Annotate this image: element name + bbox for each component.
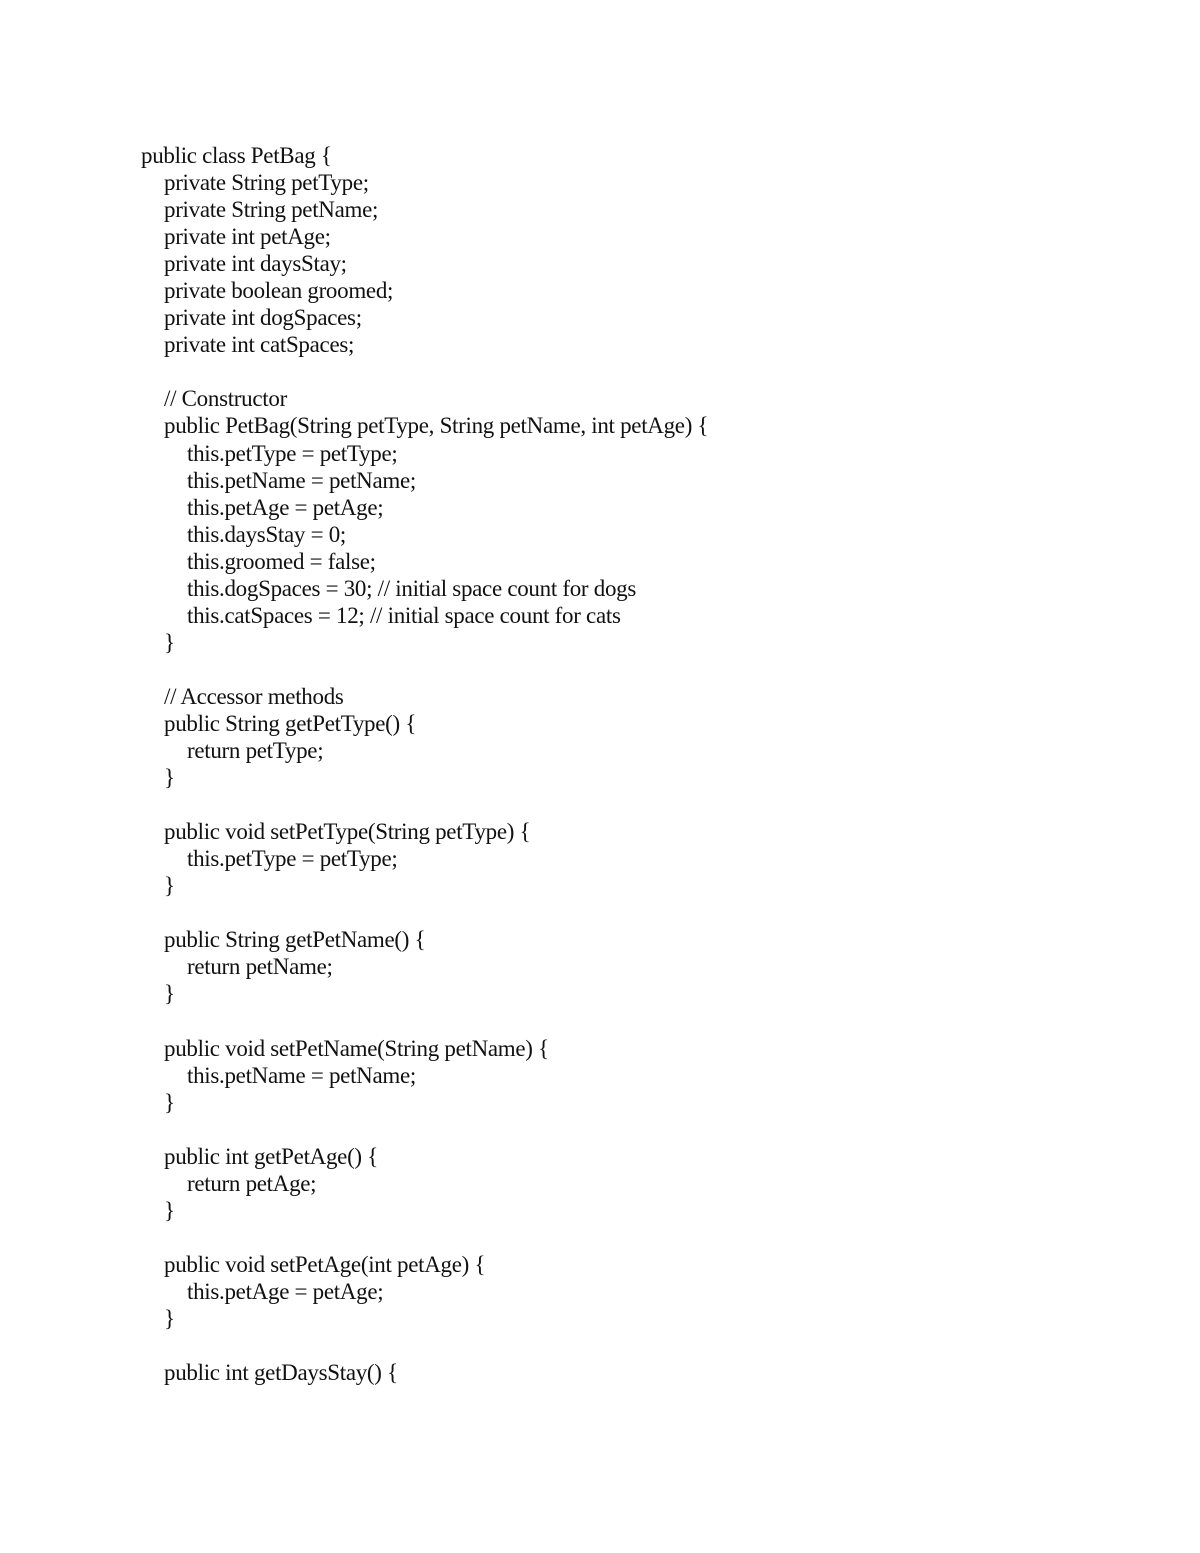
code-line: }: [164, 1306, 175, 1332]
code-line: public class PetBag {: [141, 143, 332, 168]
code-line: this.petAge = petAge;: [187, 494, 384, 520]
code-line: [141, 899, 1141, 926]
code-line: this.dogSpaces = 30; // initial space count for dogs: [187, 575, 636, 601]
code-line: public PetBag(String petType, String petName, int petAge) {: [164, 413, 709, 439]
code-line: }: [164, 873, 175, 899]
code-line: return petName;: [187, 954, 333, 980]
code-line: this.daysStay = 0;: [187, 521, 346, 547]
code-line: [141, 1224, 1141, 1251]
code-line: }: [164, 765, 175, 791]
code-line: public int getDaysStay() {: [164, 1360, 398, 1386]
code-line: private int daysStay;: [164, 251, 347, 277]
code-line: }: [164, 981, 175, 1007]
code-line: private String petType;: [164, 170, 369, 196]
code-line: public void setPetName(String petName) {: [164, 1035, 549, 1061]
code-line: // Accessor methods: [164, 683, 344, 709]
code-line: }: [164, 1197, 175, 1223]
code-line: [141, 656, 1141, 683]
code-line: public void setPetAge(int petAge) {: [164, 1251, 486, 1277]
code-line: this.petName = petName;: [187, 1062, 416, 1088]
code-line: [141, 358, 1141, 385]
code-line: this.petName = petName;: [187, 467, 416, 493]
code-line: [141, 1008, 1141, 1035]
code-line: }: [164, 629, 175, 655]
code-line: // Constructor: [164, 386, 287, 412]
code-line: this.groomed = false;: [187, 548, 376, 574]
code-line: return petAge;: [187, 1170, 317, 1196]
code-line: public String getPetName() {: [164, 927, 426, 953]
code-listing: [141, 142, 1141, 1386]
code-line: }: [164, 1089, 175, 1115]
code-line: private String petName;: [164, 197, 379, 223]
code-line: private int catSpaces;: [164, 332, 355, 358]
code-line: this.petType = petType;: [187, 846, 398, 872]
code-line: [141, 1332, 1141, 1359]
code-line: return petType;: [187, 738, 324, 764]
code-line: this.petAge = petAge;: [187, 1278, 384, 1304]
code-line: private boolean groomed;: [164, 278, 394, 304]
code-line: this.catSpaces = 12; // initial space count for cats: [187, 602, 621, 628]
code-line: public String getPetType() {: [164, 710, 417, 736]
code-line: this.petType = petType;: [187, 440, 398, 466]
code-line: [141, 791, 1141, 818]
code-line: public void setPetType(String petType) {: [164, 819, 531, 845]
code-line: public int getPetAge() {: [164, 1143, 378, 1169]
code-line: private int dogSpaces;: [164, 305, 362, 331]
code-line: [141, 1116, 1141, 1143]
code-line: private int petAge;: [164, 224, 331, 250]
